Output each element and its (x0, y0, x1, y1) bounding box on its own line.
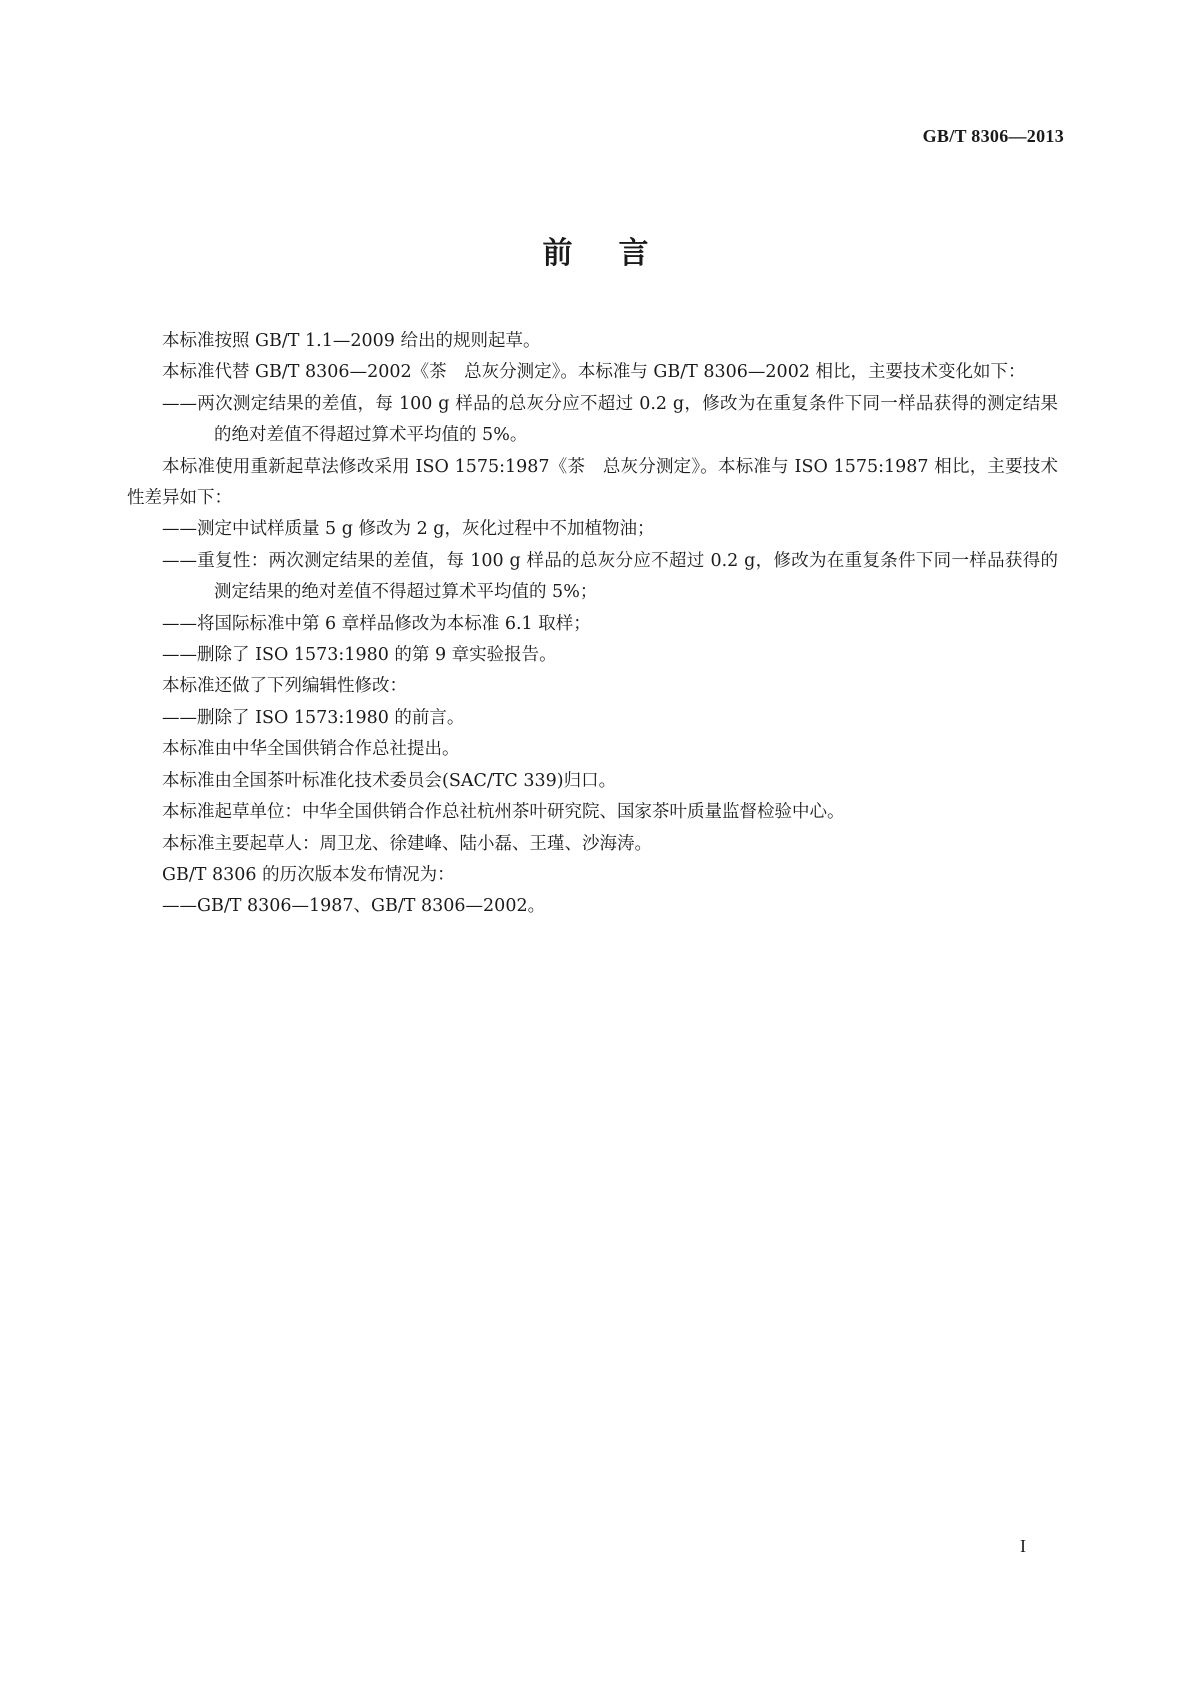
list-item: ——两次测定结果的差值，每 100 g 样品的总灰分应不超过 0.2 g，修改为在重复条件下同一样品获得的测定结果的绝对差值不得超过算术平均值的 5%。 (162, 393, 1058, 446)
list-item: ——将国际标准中第 6 章样品修改为本标准 6.1 取样； (162, 613, 591, 634)
foreword-body (127, 326, 1058, 923)
list-item: ——GB/T 8306—1987、GB/T 8306—2002。 (162, 896, 546, 917)
list-item: ——重复性：两次测定结果的差值，每 100 g 样品的总灰分应不超过 0.2 g，修改为在重复条件下同一样品获得的测定结果的绝对差值不得超过算术平均值的 5%； (162, 550, 1058, 603)
list-item: ——删除了 ISO 1573:1980 的第 9 章实验报告。 (162, 645, 557, 666)
paragraph: 本标准使用重新起草法修改采用 ISO 1575:1987《茶 总灰分测定》。本标准与 ISO 1575:1987 相比，主要技术性差异如下： (127, 456, 1058, 509)
paragraph: 本标准主要起草人：周卫龙、徐建峰、陆小磊、王瑾、沙海涛。 (162, 833, 652, 854)
paragraph: 本标准还做了下列编辑性修改： (162, 676, 407, 697)
paragraph: 本标准由全国茶叶标准化技术委员会(SAC/TC 339)归口。 (162, 770, 617, 791)
list-item: ——测定中试样质量 5 g 修改为 2 g，灰化过程中不加植物油； (162, 519, 655, 540)
paragraph: 本标准按照 GB/T 1.1—2009 给出的规则起草。 (162, 331, 541, 351)
paragraph: 本标准起草单位：中华全国供销合作总社杭州茶叶研究院、国家茶叶质量监督检验中心。 (162, 802, 845, 823)
page-title: 前言 (542, 236, 695, 271)
standard-code: GB/T 8306—2013 (922, 126, 1064, 146)
paragraph: GB/T 8306 的历次版本发布情况为： (162, 864, 455, 885)
page-number: I (1020, 1536, 1026, 1556)
list-item: ——删除了 ISO 1573:1980 的前言。 (162, 707, 465, 728)
paragraph: 本标准代替 GB/T 8306—2002《茶 总灰分测定》。本标准与 GB/T 8306—2002 相比，主要技术变化如下： (162, 362, 1026, 383)
paragraph: 本标准由中华全国供销合作总社提出。 (162, 739, 460, 760)
